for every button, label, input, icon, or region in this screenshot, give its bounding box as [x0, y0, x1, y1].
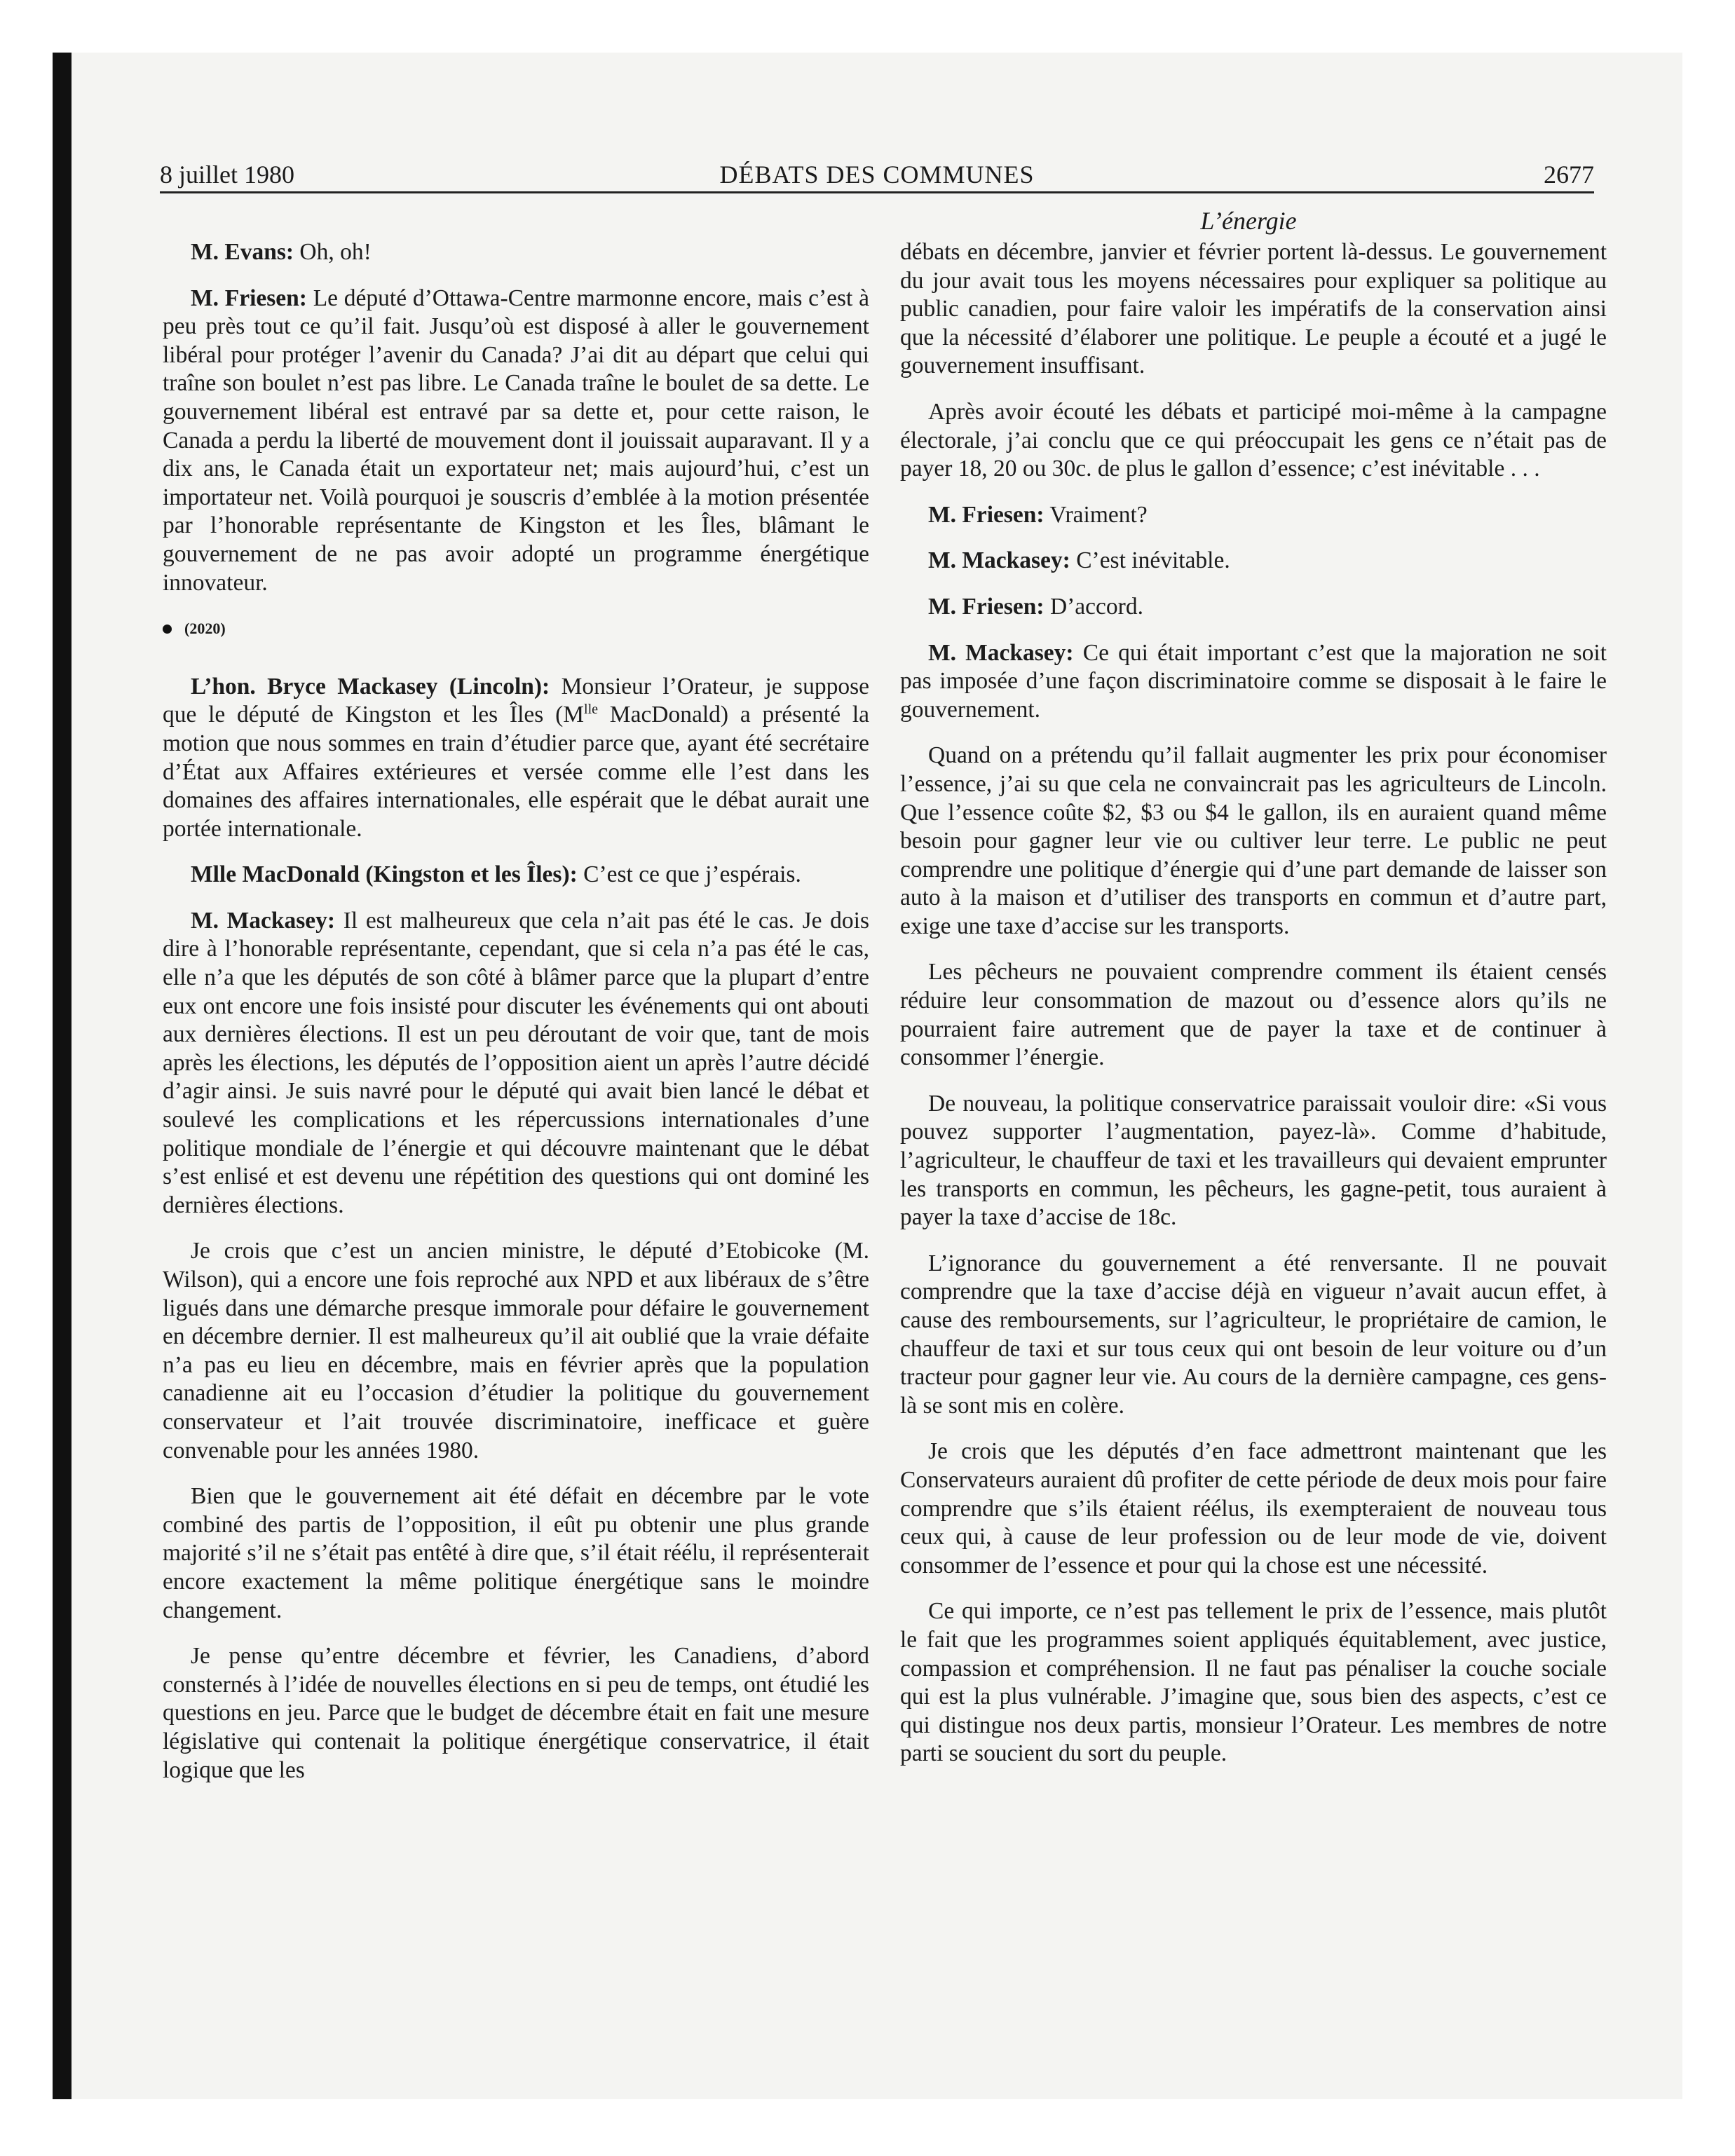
time-marker — [163, 615, 869, 643]
speech-text: D’accord. — [1044, 593, 1143, 620]
paragraph: L’ignorance du gouvernement a été renversante. Il ne pouvait comprendre que la taxe d’accise déjà en vigueur n’avait aucun effet, à cause des remboursements, sur l’agriculteur, le propriétaire de camion, le chauffeur de taxi et sur tous ceux qui ont besoin de leur voiture ou d’un tracteur pour gagner leur vie. Au cours de la dernière campagne, ces gens-là se sont mis en colère. — [900, 1250, 1607, 1419]
header-rule — [160, 191, 1594, 193]
speech-text: Vraiment? — [1044, 501, 1148, 528]
speaker: M. Friesen: — [928, 501, 1045, 528]
speaker: M. Friesen: — [191, 285, 307, 311]
paragraph: Je crois que les députés d’en face admettront maintenant que les Conservateurs auraient dû profiter de cette période de deux mois pour faire comprendre que s’ils étaient réélus, ils exempteraient de nouveau tous ceux qui, à cause de leur profession ou de leur mode de vie, doivent consommer de l’essence et pour qui la chose est une nécessité. — [900, 1438, 1607, 1578]
paragraph — [900, 547, 1607, 575]
paragraph: débats en décembre, janvier et février portent là-dessus. Le gouvernement du jour avait tous les moyens nécessaires pour expliquer sa politique au public canadien, pour faire valoir les impératifs de la conservation ainsi que la nécessité d’élaborer une politique. Le peuple a écouté et a jugé le gouvernement insuffisant. — [900, 239, 1607, 379]
header-page-number: 2677 — [1544, 161, 1594, 189]
speech-text: C’est inévitable. — [1070, 547, 1230, 574]
speech-text: Oh, oh! — [294, 239, 372, 265]
paragraph: Quand on a prétendu qu’il fallait augmenter les prix pour économiser l’essence, j’ai su que cela ne convaincrait pas les agriculteurs de Lincoln. Que l’essence coûte $2, $3 ou $4 le gallon, ils en auraient quand même besoin pour gagner leur vie ou cultiver leur terre. Le public ne peut comprendre une politique d’énergie qui d’une part demande de laisser son auto à la maison et d’utiliser des transports en commun et d’autre part, exige une taxe d’accise sur les transports. — [900, 742, 1607, 939]
speaker: L’hon. Bryce Mackasey (Lincoln): — [191, 673, 550, 700]
header-journal-title: DÉBATS DES COMMUNES — [719, 161, 1035, 189]
paragraph — [163, 861, 869, 889]
paragraph — [163, 907, 869, 1220]
speech-text: Il est malheureux que cela n’ait pas été le cas. Je dois dire à l’honorable représentante, cependant, que si cela n’a pas été le cas, elle n’a que les députés de son côté à blâmer parce que la plupart d’entre eux ont encore une fois insisté pour discuter les événements qui ont abouti aux dernières élections. Il est un peu déroutant de voir que, tant de mois après les élections, les députés de l’opposition aient un après l’autre décidé d’agir ainsi. Je suis navré pour le député qui avait bien lancé le débat et soulevé les complications et les répercussions internationales d’une politique mondiale de l’énergie et qui découvre maintenant que le débat s’est enlisé et est devenu une répétition des questions qui ont dominé les dernières élections. — [163, 907, 869, 1218]
speech-text: MacDonald) a présenté la motion que nous sommes en train d’étudier parce que, ayant été secrétaire d’État aux Affaires extérieures et versée comme elle l’est dans les domaines des affaires internationales, elle espérait que le débat aurait une portée internationale. — [163, 702, 869, 842]
superscript: lle — [584, 702, 599, 718]
paragraph — [163, 673, 869, 844]
paragraph — [900, 593, 1607, 622]
speech-text: Le député d’Ottawa-Centre marmonne encore, mais c’est à peu près tout ce qu’il fait. Jusqu’où est disposé à aller le gouvernement libéral pour protéger l’avenir du Canada? J’ai dit au départ que celui qui traîne son boulet n’est pas libre. Le Canada traîne le boulet de sa dette. Le gouvernement libéral est entravé par sa dette et, pour cette raison, le Canada a perdu la liberté de mouvement dont il jouissait auparavant. Il y a dix ans, le Canada était un exportateur net; mais aujourd’hui, c’est un importateur net. Voilà pourquoi je souscris d’emblée à la motion présentée par l’honorable représentante de Kingston et les Îles, blâmant le gouvernement de ne pas avoir adopté un programme énergétique innovateur. — [163, 285, 869, 596]
paragraph: Bien que le gouvernement ait été défait en décembre par le vote combiné des partis de l’opposition, il eût pu obtenir une plus grande majorité s’il ne s’était pas entêté à dire que, s’il était réélu, il représenterait encore exactement la même politique énergétique sans le moindre changement. — [163, 1483, 869, 1623]
header-date: 8 juillet 1980 — [160, 161, 294, 189]
speech-text: Ce qui était important c’est que la majoration ne soit pas imposée d’une façon discriminatoire comme se disposait à le faire le gouvernement. — [900, 639, 1607, 723]
paragraph — [900, 639, 1607, 725]
binding-edge — [53, 53, 72, 2099]
paragraph — [163, 285, 869, 598]
paragraph: Les pêcheurs ne pouvaient comprendre comment ils étaient censés réduire leur consommation de mazout ou d’essence alors qu’ils ne pourraient faire autrement que de payer la taxe et de continuer à consommer l’énergie. — [900, 959, 1607, 1071]
section-title: L’énergie — [1200, 207, 1297, 235]
paragraph — [900, 501, 1607, 530]
speaker: M. Friesen: — [928, 593, 1045, 620]
speaker: M. Mackasey: — [928, 547, 1070, 574]
left-column — [163, 238, 869, 1802]
right-column — [900, 238, 1607, 1786]
speaker: M. Evans: — [191, 239, 294, 265]
speaker: M. Mackasey: — [928, 639, 1074, 666]
speech-text: Monsieur l’Orateur, je suppose que le député de Kingston et les Îles (M — [163, 673, 869, 728]
paragraph: Après avoir écouté les débats et participé moi-même à la campagne électorale, j’ai conclu que ce qui préoccupait les gens ce n’était pas de payer 18, 20 ou 30c. de plus le gallon d’essence; c’est inévitable . . . — [900, 398, 1607, 482]
paragraph: Ce qui importe, ce n’est pas tellement le prix de l’essence, mais plutôt le fait que les programmes soient appliqués équitablement, avec justice, compassion et compréhension. Il ne faut pas pénaliser la couche sociale qui est la plus vulnérable. J’imagine que, sous bien des aspects, c’est ce qui distingue nos deux partis, monsieur l’Orateur. Les membres de notre parti se soucient du sort du peuple. — [900, 1598, 1607, 1767]
speaker: M. Mackasey: — [191, 907, 336, 934]
speech-text: C’est ce que j’espérais. — [577, 861, 801, 888]
page-header — [160, 156, 1594, 195]
paragraph — [163, 238, 869, 267]
paragraph: De nouveau, la politique conservatrice paraissait vouloir dire: «Si vous pouvez supporter l’augmentation, payez-là». Comme d’habitude, l’agriculteur, le chauffeur de taxi et les travailleurs qui devaient emprunter les transports en commun, les pêcheurs, les gagne-petit, tous auraient à payer la taxe d’accise de 18c. — [900, 1090, 1607, 1231]
bullet-icon — [163, 625, 172, 634]
paragraph: Je crois que c’est un ancien ministre, le député d’Etobicoke (M. Wilson), qui a encore une fois reproché aux NPD et aux libéraux de s’être ligués dans une démarche presque immorale pour défaire le gouvernement en décembre dernier. Il est malheureux qu’il ait oublié que la vraie défaite n’a pas eu lieu en décembre, mais en février après que la population canadienne ait eu l’occasion d’étudier la politique du gouvernement conservateur et l’ait trouvée discriminatoire, inefficace et guère convenable pour les années 1980. — [163, 1238, 869, 1464]
paragraph: Je pense qu’entre décembre et février, les Canadiens, d’abord consternés à l’idée de nouvelles élections en si peu de temps, ont étudié les questions en jeu. Parce que le budget de décembre était en fait une mesure législative qui contenait la politique énergétique conservatrice, il était logique que les — [163, 1643, 869, 1783]
time-marker-label: (2020) — [184, 620, 226, 638]
speaker: Mlle MacDonald (Kingston et les Îles): — [191, 861, 578, 888]
